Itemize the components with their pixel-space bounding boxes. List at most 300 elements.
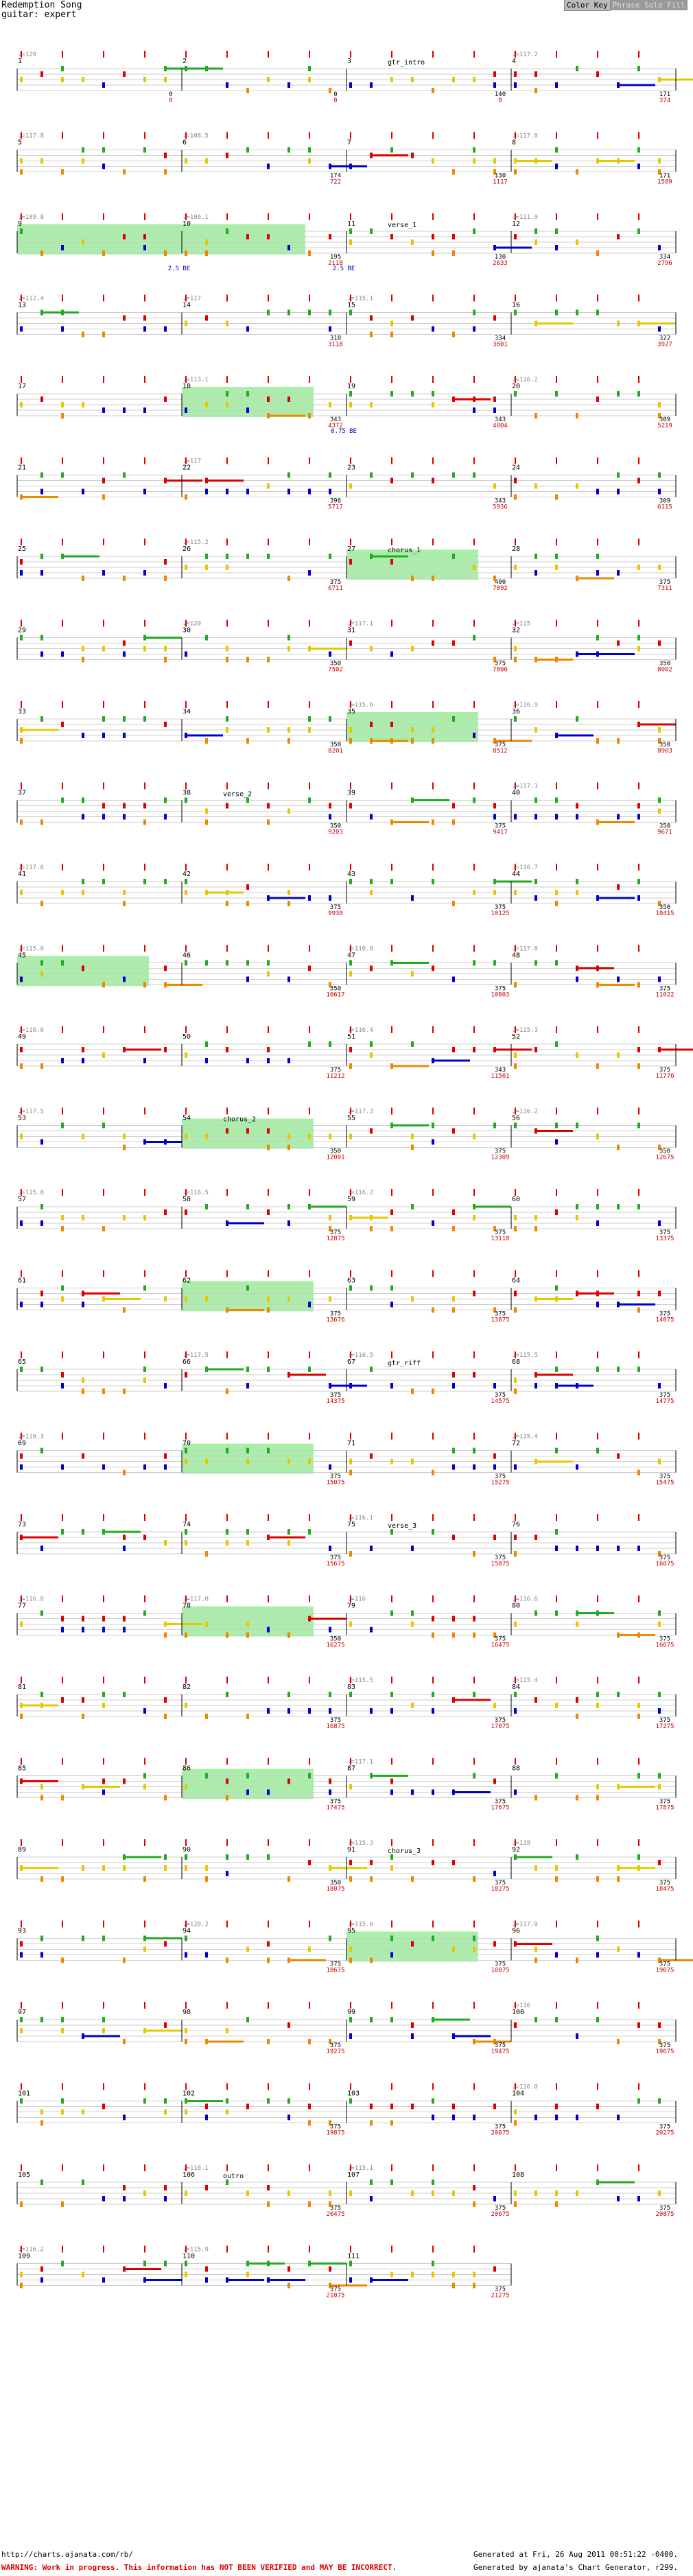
note-gem [493, 82, 496, 88]
note-gem [185, 1540, 187, 1546]
note-gem [493, 1383, 496, 1389]
note-gem [329, 803, 331, 809]
note-gem [637, 478, 640, 484]
measure-number: 70 [183, 1439, 191, 1447]
note-gem [349, 164, 352, 169]
note-gem [226, 2110, 228, 2115]
cumulative-score: 7311 [657, 585, 672, 592]
note-gem [267, 2201, 270, 2207]
note-gem [102, 478, 105, 484]
note-gem [287, 1692, 290, 1697]
note-gem [411, 1041, 414, 1047]
note-gem [596, 1291, 599, 1297]
note-gem [123, 2039, 126, 2044]
cumulative-score: 15675 [326, 1561, 345, 1568]
note-gem [658, 327, 661, 332]
note-gem [246, 1714, 249, 1719]
note-gem [555, 310, 558, 316]
note-gem [185, 1952, 187, 1958]
note-gem [102, 733, 105, 738]
note-gem [102, 147, 105, 153]
note-gem [452, 554, 455, 559]
note-gem [658, 1291, 661, 1297]
note-gem [329, 327, 331, 332]
note-gem [185, 1134, 187, 1139]
note-gem [432, 1692, 434, 1697]
note-gem [143, 1215, 146, 1220]
note-gem [432, 1123, 434, 1129]
note-gem [246, 2104, 249, 2110]
note-gem [432, 1308, 434, 1313]
note-gem [370, 1860, 373, 1865]
note-gem [123, 1215, 126, 1220]
note-gem [473, 890, 475, 895]
tempo-marker: ♩=116.5 [183, 1190, 209, 1196]
note-gem [82, 1302, 84, 1308]
note-gem [123, 1535, 126, 1540]
note-gem [164, 814, 167, 820]
note-gem [411, 1941, 414, 1947]
note-gem [308, 310, 311, 316]
cumulative-score: 15275 [491, 1479, 510, 1487]
measure-number: 96 [512, 1927, 521, 1935]
note-gem [123, 803, 126, 809]
note-gem [493, 158, 496, 164]
note-gem [596, 1784, 599, 1790]
note-gem [267, 727, 270, 733]
note-gem [246, 1383, 249, 1389]
note-count: 375 [494, 904, 506, 911]
bonus-label: 0.75 BE [331, 428, 357, 435]
cumulative-score: 2796 [657, 260, 672, 267]
note-gem [555, 2115, 558, 2120]
note-gem [596, 1795, 599, 1801]
note-gem [432, 2115, 434, 2120]
note-gem [411, 2033, 414, 2039]
note-gem [329, 1134, 331, 1139]
note-count: 343 [329, 416, 342, 423]
note-gem [390, 1692, 393, 1697]
note-gem [143, 716, 146, 722]
note-gem [432, 1936, 434, 1941]
note-gem [246, 1058, 249, 1063]
footer-url[interactable]: http://charts.ajanata.com/rb/ [1, 2550, 134, 2559]
note-gem [205, 1876, 208, 1882]
note-gem [576, 1958, 578, 1963]
cumulative-score: 11501 [491, 1073, 510, 1080]
note-gem [514, 814, 517, 820]
tempo-marker: ♩=115.2 [183, 539, 209, 546]
measure-number: 79 [347, 1602, 356, 1610]
note-gem [205, 820, 208, 825]
note-gem [535, 960, 537, 966]
note-gem [493, 2267, 496, 2272]
note-gem [143, 570, 146, 576]
note-gem [102, 1627, 105, 1633]
note-gem [596, 570, 599, 576]
note-gem [82, 1865, 84, 1871]
note-gem [20, 169, 23, 175]
cumulative-score: 6115 [657, 504, 672, 511]
measure-number: 109 [18, 2252, 31, 2260]
note-gem [349, 2099, 352, 2104]
note-gem [20, 1941, 23, 1947]
note-gem [40, 1784, 43, 1790]
note-gem [535, 1958, 537, 1963]
note-gem [287, 2115, 290, 2120]
note-gem [493, 484, 496, 489]
note-gem [349, 1958, 352, 1963]
note-count: 343 [494, 497, 506, 505]
tempo-marker: ♩=117 [183, 458, 202, 465]
note-gem [493, 1703, 496, 1708]
note-gem [164, 2196, 167, 2201]
note-gem [20, 402, 23, 407]
note-gem [226, 1795, 228, 1801]
note-gem [308, 2039, 311, 2044]
tempo-marker: ♩=116.9 [512, 702, 538, 709]
cumulative-score: 15475 [655, 1479, 674, 1487]
note-gem [102, 1790, 105, 1795]
note-gem [452, 2283, 455, 2289]
note-count: 375 [659, 1067, 671, 1074]
note-gem [432, 234, 434, 239]
note-gem [205, 1058, 208, 1063]
note-gem [637, 1703, 640, 1708]
note-gem [617, 1876, 620, 1882]
measure-number: 43 [347, 871, 356, 878]
note-gem [370, 814, 373, 820]
note-gem [370, 2017, 373, 2022]
note-gem [535, 1795, 537, 1801]
note-gem [349, 2278, 352, 2283]
cumulative-score: 17675 [491, 1804, 510, 1812]
note-count: 375 [329, 1798, 342, 1806]
note-gem [267, 803, 270, 809]
note-gem [329, 402, 331, 407]
cumulative-score: 20875 [655, 2211, 674, 2218]
note-gem [514, 1063, 517, 1069]
note-gem [123, 71, 126, 77]
note-gem [411, 1145, 414, 1150]
note-gem [514, 169, 517, 175]
note-gem [432, 2190, 434, 2196]
note-gem [452, 1129, 455, 1134]
cumulative-score: 14075 [655, 1316, 674, 1324]
measure-number: 48 [512, 952, 521, 960]
note-gem [205, 1204, 208, 1209]
note-gem [370, 402, 373, 407]
note-gem [246, 1622, 249, 1627]
note-gem [514, 2120, 517, 2126]
note-gem [514, 2201, 517, 2207]
note-count: 375 [329, 1473, 342, 1480]
cumulative-score: 11022 [655, 991, 674, 999]
note-gem [61, 890, 64, 895]
note-count: 350 [659, 742, 671, 748]
note-gem [123, 1134, 126, 1139]
cumulative-score: 14775 [655, 1398, 674, 1405]
note-gem [370, 1215, 373, 1220]
note-gem [596, 1134, 599, 1139]
cumulative-score: 14375 [326, 1398, 345, 1405]
note-gem [555, 814, 558, 820]
note-gem [555, 1529, 558, 1535]
note-gem [246, 234, 249, 239]
note-gem [143, 1367, 146, 1372]
tempo-marker: ♩=117.8 [512, 132, 538, 140]
note-gem [493, 316, 496, 321]
note-gem [287, 2267, 290, 2272]
note-gem [349, 1784, 352, 1790]
note-gem [514, 495, 517, 500]
note-gem [349, 1860, 352, 1865]
note-gem [432, 250, 434, 256]
note-count: 309 [659, 416, 671, 423]
note-gem [617, 234, 620, 239]
note-gem [143, 407, 146, 413]
cumulative-score: 15875 [491, 1561, 510, 1568]
note-gem [185, 407, 187, 413]
note-gem [596, 1703, 599, 1708]
note-gem [308, 1134, 311, 1139]
note-gem [514, 1291, 517, 1297]
note-gem [493, 960, 496, 966]
note-gem [143, 1947, 146, 1952]
note-gem [576, 2190, 578, 2196]
note-gem [40, 1611, 43, 1616]
measure-number: 31 [347, 626, 356, 635]
note-gem [185, 158, 187, 164]
cumulative-score: 0 [498, 97, 502, 104]
note-gem [452, 1860, 455, 1865]
measure-number: 108 [512, 2171, 525, 2179]
note-gem [40, 1936, 43, 1941]
note-gem [185, 321, 187, 327]
note-gem [473, 1947, 475, 1952]
note-gem [40, 158, 43, 164]
note-count: 375 [329, 1310, 342, 1318]
note-gem [20, 738, 23, 744]
note-gem [205, 565, 208, 570]
note-gem [61, 1215, 64, 1220]
measure-number: 33 [18, 708, 27, 716]
note-gem [102, 1779, 105, 1784]
note-gem [637, 164, 640, 169]
cumulative-score: 18075 [326, 1886, 345, 1893]
note-gem [82, 1378, 84, 1383]
measure-number: 100 [512, 2009, 525, 2016]
note-gem [535, 1215, 537, 1220]
note-gem [82, 879, 84, 884]
note-gem [658, 2099, 661, 2104]
measure-number: 78 [183, 1602, 191, 1610]
tempo-marker: ♩=115.8 [18, 1190, 44, 1196]
note-gem [185, 960, 187, 966]
note-gem [596, 71, 599, 77]
note-gem [514, 391, 517, 397]
note-gem [411, 2190, 414, 2196]
cumulative-score: 21275 [491, 2292, 510, 2300]
tempo-marker: ♩=117.3 [347, 1108, 373, 1115]
note-gem [82, 1936, 84, 1941]
note-gem [514, 982, 517, 988]
note-count: 375 [494, 1798, 506, 1806]
note-gem [596, 310, 599, 316]
note-gem [226, 2099, 228, 2104]
note-gem [576, 66, 578, 71]
note-gem [596, 1692, 599, 1697]
note-gem [308, 1708, 311, 1714]
note-gem [123, 1616, 126, 1622]
note-gem [596, 1876, 599, 1882]
note-gem [370, 1546, 373, 1551]
note-gem [617, 2039, 620, 2044]
note-gem [432, 879, 434, 884]
note-gem [185, 798, 187, 803]
tempo-marker: ♩=116.2 [512, 377, 538, 383]
note-gem [226, 321, 228, 327]
measure-number: 80 [512, 1602, 521, 1610]
note-gem [555, 164, 558, 169]
tempo-marker: ♩=116.7 [512, 864, 538, 871]
note-gem [349, 1286, 352, 1291]
measure-number: 56 [512, 1114, 521, 1122]
footer-generator: Generated by ajanata's Chart Generator, r299. [473, 2563, 679, 2572]
cumulative-score: 4804 [493, 423, 508, 429]
tempo-marker: ♩=117.6 [512, 945, 538, 953]
note-gem [267, 2261, 270, 2267]
measure-number: 88 [512, 1764, 521, 1773]
note-gem [514, 478, 517, 484]
note-gem [596, 2104, 599, 2110]
note-gem [40, 1139, 43, 1145]
note-count: 375 [329, 2286, 342, 2293]
measure-number: 87 [347, 1764, 356, 1773]
note-gem [246, 88, 249, 93]
note-gem [82, 158, 84, 164]
note-gem [246, 2017, 249, 2022]
note-gem [164, 1865, 167, 1871]
note-gem [61, 2017, 64, 2022]
note-count: 375 [329, 1961, 342, 1968]
note-count: 350 [329, 1635, 342, 1643]
note-gem [123, 576, 126, 581]
note-gem [61, 1226, 64, 1231]
note-gem [576, 239, 578, 245]
note-gem [205, 66, 208, 71]
note-gem [493, 1123, 496, 1129]
note-gem [637, 1952, 640, 1958]
note-gem [349, 484, 352, 489]
cumulative-score: 7092 [493, 585, 508, 592]
cumulative-score: 0 [333, 97, 338, 104]
note-gem [102, 646, 105, 652]
tempo-marker: ♩=115.4 [512, 1433, 538, 1441]
note-gem [267, 1367, 270, 1372]
note-gem [370, 1627, 373, 1633]
cumulative-score: 5936 [493, 504, 508, 511]
note-gem [185, 565, 187, 570]
note-gem [308, 966, 311, 971]
note-gem [658, 2022, 661, 2028]
note-gem [473, 635, 475, 641]
measure-number: 110 [183, 2252, 196, 2260]
tempo-marker: ♩=117.6 [18, 864, 44, 871]
note-gem [61, 1958, 64, 1963]
note-gem [349, 803, 352, 809]
note-count: 375 [494, 660, 506, 667]
note-gem [411, 1876, 414, 1882]
note-gem [82, 332, 84, 338]
note-gem [596, 1302, 599, 1308]
note-gem [411, 1622, 414, 1627]
note-gem [514, 890, 517, 895]
note-gem [308, 413, 311, 418]
note-gem [514, 1708, 517, 1714]
note-gem [123, 977, 126, 982]
measure-number: 62 [183, 1277, 191, 1285]
note-gem [473, 1465, 475, 1470]
note-gem [20, 327, 23, 332]
measure-number: 77 [18, 1602, 27, 1610]
note-gem [267, 1708, 270, 1714]
measure-number: 41 [18, 871, 27, 878]
note-gem [308, 716, 311, 722]
note-gem [473, 1876, 475, 1882]
note-gem [287, 1529, 290, 1535]
cumulative-score: 0 [169, 97, 173, 104]
note-gem [473, 733, 475, 738]
note-gem [246, 1947, 249, 1952]
note-gem [349, 1047, 352, 1052]
note-gem [493, 1454, 496, 1459]
note-gem [637, 2196, 640, 2201]
measure-number: 13 [18, 301, 27, 309]
note-gem [205, 2278, 208, 2283]
note-gem [576, 1052, 578, 1058]
note-gem [205, 738, 208, 744]
note-gem [514, 310, 517, 316]
note-gem [102, 2104, 105, 2110]
note-gem [143, 1465, 146, 1470]
note-gem [411, 77, 414, 82]
measure-number: 89 [18, 1846, 27, 1854]
note-gem [123, 1389, 126, 1394]
section-label: chorus_3 [388, 1847, 421, 1855]
note-gem [185, 1448, 187, 1454]
note-gem [452, 641, 455, 646]
note-gem [555, 1876, 558, 1882]
note-gem [411, 576, 414, 581]
note-gem [473, 147, 475, 153]
note-count: 130 [494, 254, 506, 261]
note-gem [349, 310, 352, 316]
note-gem [411, 153, 414, 158]
note-gem [205, 635, 208, 641]
note-gem [535, 239, 537, 245]
note-gem [246, 327, 249, 332]
note-gem [411, 1703, 414, 1708]
note-gem [432, 88, 434, 93]
note-gem [61, 245, 64, 250]
note-gem [617, 814, 620, 820]
note-gem [576, 1546, 578, 1551]
note-gem [370, 82, 373, 88]
note-gem [40, 2017, 43, 2022]
measure-number: 34 [183, 708, 191, 716]
note-gem [370, 1041, 373, 1047]
